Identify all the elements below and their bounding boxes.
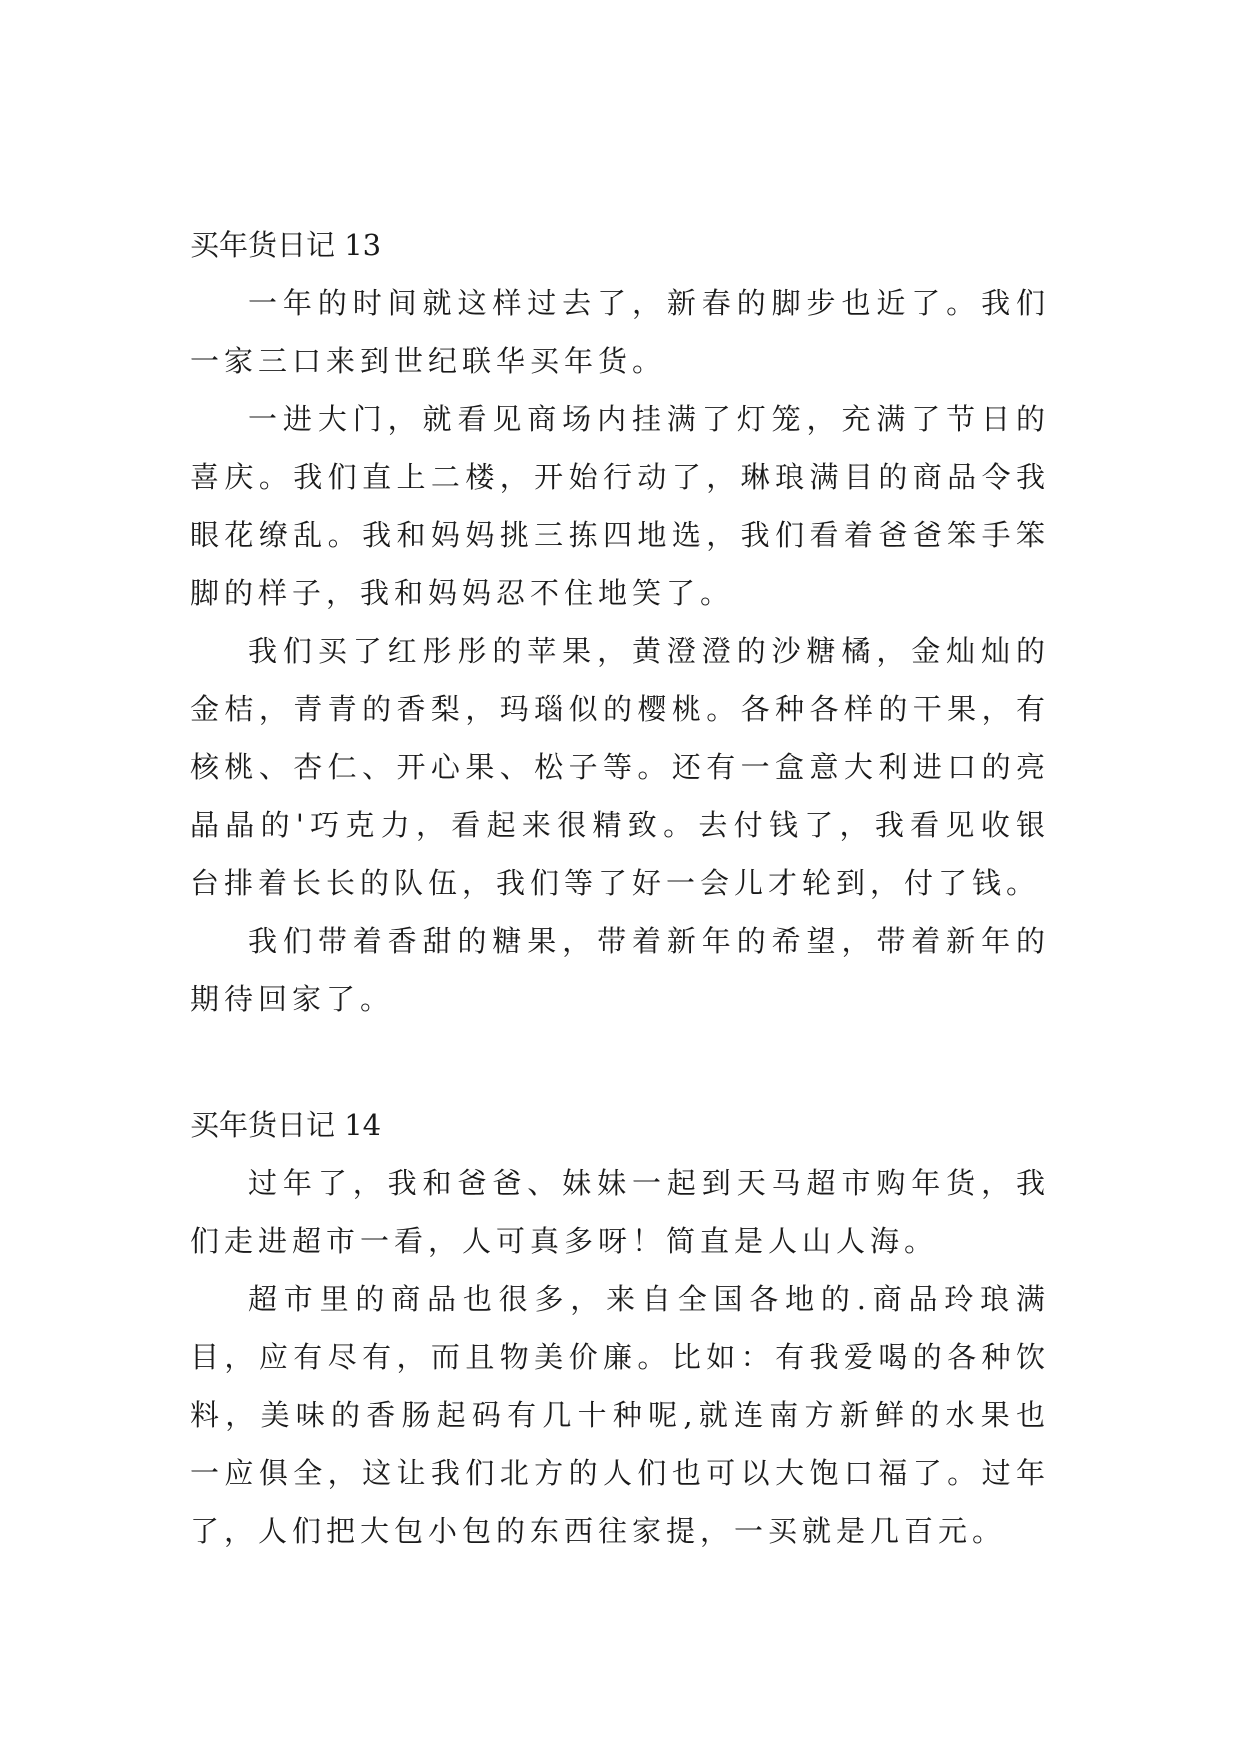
- entry-paragraph: 一进大门，就看见商场内挂满了灯笼，充满了节日的喜庆。我们直上二楼，开始行动了，琳琅满目的商品令我眼花缭乱。我和妈妈挑三拣四地选，我们看着爸爸笨手笨脚的样子，我和妈妈忍不住地笑了。: [190, 402, 1050, 610]
- entry-paragraph: 我们买了红彤彤的苹果，黄澄澄的沙糖橘，金灿灿的金桔，青青的香梨，玛瑙似的樱桃。各种各样的干果，有核桃、杏仁、开心果、松子等。还有一盒意大利进口的亮晶晶的'巧克力，看起来很精致。去付钱了，我看见收银台排着长长的队伍，我们等了好一会儿才轮到，付了钱。: [190, 634, 1050, 900]
- entry-paragraph: 过年了，我和爸爸、妹妹一起到天马超市购年货，我们走进超市一看，人可真多呀！简直是人山人海。: [190, 1166, 1050, 1258]
- diary-entry-14: [190, 1096, 1050, 1560]
- entry-paragraph: 一年的时间就这样过去了，新春的脚步也近了。我们一家三口来到世纪联华买年货。: [190, 286, 1050, 378]
- entry-paragraph: 我们带着香甜的糖果，带着新年的希望，带着新年的期待回家了。: [190, 924, 1050, 1016]
- entry-title: 买年货日记 14: [190, 1108, 382, 1142]
- entry-title: 买年货日记 13: [190, 228, 382, 262]
- entry-paragraph: 超市里的商品也很多，来自全国各地的.商品玲琅满目，应有尽有，而且物美价廉。比如：有我爱喝的各种饮料，美味的香肠起码有几十种呢,就连南方新鲜的水果也一应俱全，这让我们北方的人们也可以大饱口福了。过年了，人们把大包小包的东西往家提，一买就是几百元。: [190, 1282, 1050, 1548]
- diary-entry-13: [190, 216, 1050, 1028]
